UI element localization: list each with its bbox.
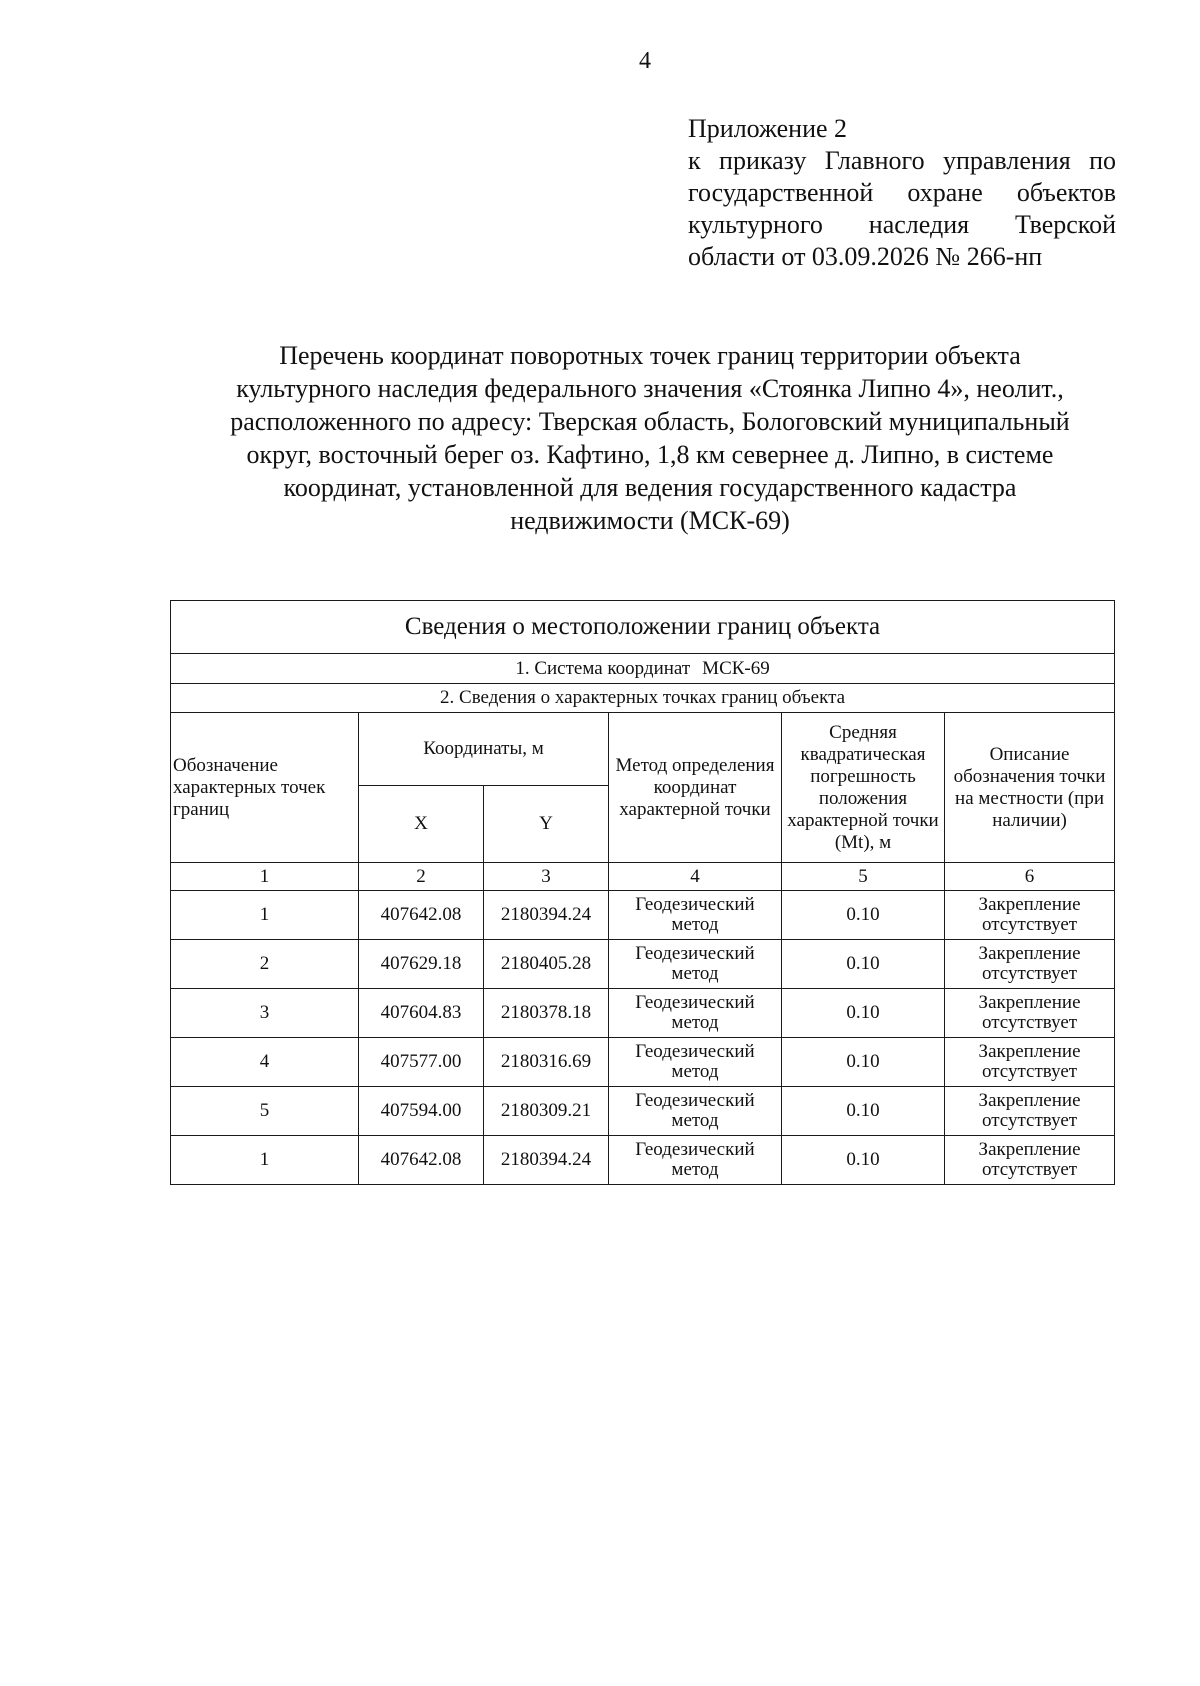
- description-value: Закрепление отсутствует: [945, 1038, 1115, 1087]
- x-value: 407577.00: [359, 1038, 484, 1087]
- title-line: расположенного по адресу: Тверская область, Бологовский муниципальный: [230, 407, 1070, 436]
- table-row: [171, 1136, 1115, 1185]
- coordinates-table: [170, 600, 1115, 1185]
- y-value: 2180316.69: [484, 1038, 609, 1087]
- coordinate-system-label: 1. Система координат: [515, 657, 691, 679]
- points-section-title: 2. Сведения о характерных точках границ объекта: [171, 684, 1115, 713]
- x-value: 407604.83: [359, 989, 484, 1038]
- error-value: 0.10: [782, 940, 945, 989]
- column-number-row: [171, 863, 1115, 891]
- column-number: 4: [609, 863, 782, 891]
- description-value: Закрепление отсутствует: [945, 1087, 1115, 1136]
- coordinate-system: [171, 654, 1115, 684]
- header-coordinates: Координаты, м: [359, 713, 609, 786]
- point-id: 1: [171, 1136, 359, 1185]
- column-number: 3: [484, 863, 609, 891]
- method-value: Геодезический метод: [609, 989, 782, 1038]
- header-y: Y: [484, 786, 609, 863]
- description-value: Закрепление отсутствует: [945, 940, 1115, 989]
- error-value: 0.10: [782, 1038, 945, 1087]
- title-line: координат, установленной для ведения государственного кадастра: [283, 473, 1017, 502]
- y-value: 2180405.28: [484, 940, 609, 989]
- point-id: 1: [171, 891, 359, 940]
- x-value: 407594.00: [359, 1087, 484, 1136]
- page-number: 4: [639, 48, 651, 74]
- document-title: [160, 339, 1140, 537]
- title-line: недвижимости (МСК-69): [510, 506, 790, 535]
- y-value: 2180394.24: [484, 1136, 609, 1185]
- y-value: 2180378.18: [484, 989, 609, 1038]
- column-number: 6: [945, 863, 1115, 891]
- error-value: 0.10: [782, 1087, 945, 1136]
- error-value: 0.10: [782, 891, 945, 940]
- point-id: 2: [171, 940, 359, 989]
- table-row: [171, 940, 1115, 989]
- title-line: округ, восточный берег оз. Кафтино, 1,8 км севернее д. Липно, в системе: [246, 440, 1054, 469]
- x-value: 407642.08: [359, 1136, 484, 1185]
- description-value: Закрепление отсутствует: [945, 989, 1115, 1038]
- title-line: Перечень координат поворотных точек границ территории объекта: [279, 341, 1021, 370]
- appendix-title: Приложение 2: [688, 114, 848, 143]
- column-number: 5: [782, 863, 945, 891]
- description-value: Закрепление отсутствует: [945, 1136, 1115, 1185]
- method-value: Геодезический метод: [609, 891, 782, 940]
- coordinate-system-value: МСК-69: [702, 657, 770, 679]
- header-designation: Обозначение характерных точек границ: [171, 713, 359, 863]
- point-id: 4: [171, 1038, 359, 1087]
- method-value: Геодезический метод: [609, 940, 782, 989]
- error-value: 0.10: [782, 1136, 945, 1185]
- section-title: Сведения о местоположении границ объекта: [171, 601, 1115, 654]
- column-number: 2: [359, 863, 484, 891]
- method-value: Геодезический метод: [609, 1087, 782, 1136]
- header-method: Метод определения координат характерной точки: [609, 713, 782, 863]
- y-value: 2180309.21: [484, 1087, 609, 1136]
- x-value: 407642.08: [359, 891, 484, 940]
- header-error: Средняя квадратическая погрешность положения характерной точки (Mt), м: [782, 713, 945, 863]
- method-value: Геодезический метод: [609, 1136, 782, 1185]
- appendix-block: [688, 113, 1116, 273]
- x-value: 407629.18: [359, 940, 484, 989]
- appendix-text: к приказу Главного управления по государственной охране объектов культурного наследия Тверской области от 03.09.2026 № 266-нп: [688, 146, 1116, 271]
- description-value: Закрепление отсутствует: [945, 891, 1115, 940]
- error-value: 0.10: [782, 989, 945, 1038]
- column-number: 1: [171, 863, 359, 891]
- header-x: X: [359, 786, 484, 863]
- title-line: культурного наследия федерального значения «Стоянка Липно 4», неолит.,: [236, 374, 1064, 403]
- table-row: [171, 891, 1115, 940]
- method-value: Геодезический метод: [609, 1038, 782, 1087]
- point-id: 3: [171, 989, 359, 1038]
- table-row: [171, 1038, 1115, 1087]
- header-description: Описание обозначения точки на местности (при наличии): [945, 713, 1115, 863]
- y-value: 2180394.24: [484, 891, 609, 940]
- table-row: [171, 1087, 1115, 1136]
- table-row: [171, 989, 1115, 1038]
- point-id: 5: [171, 1087, 359, 1136]
